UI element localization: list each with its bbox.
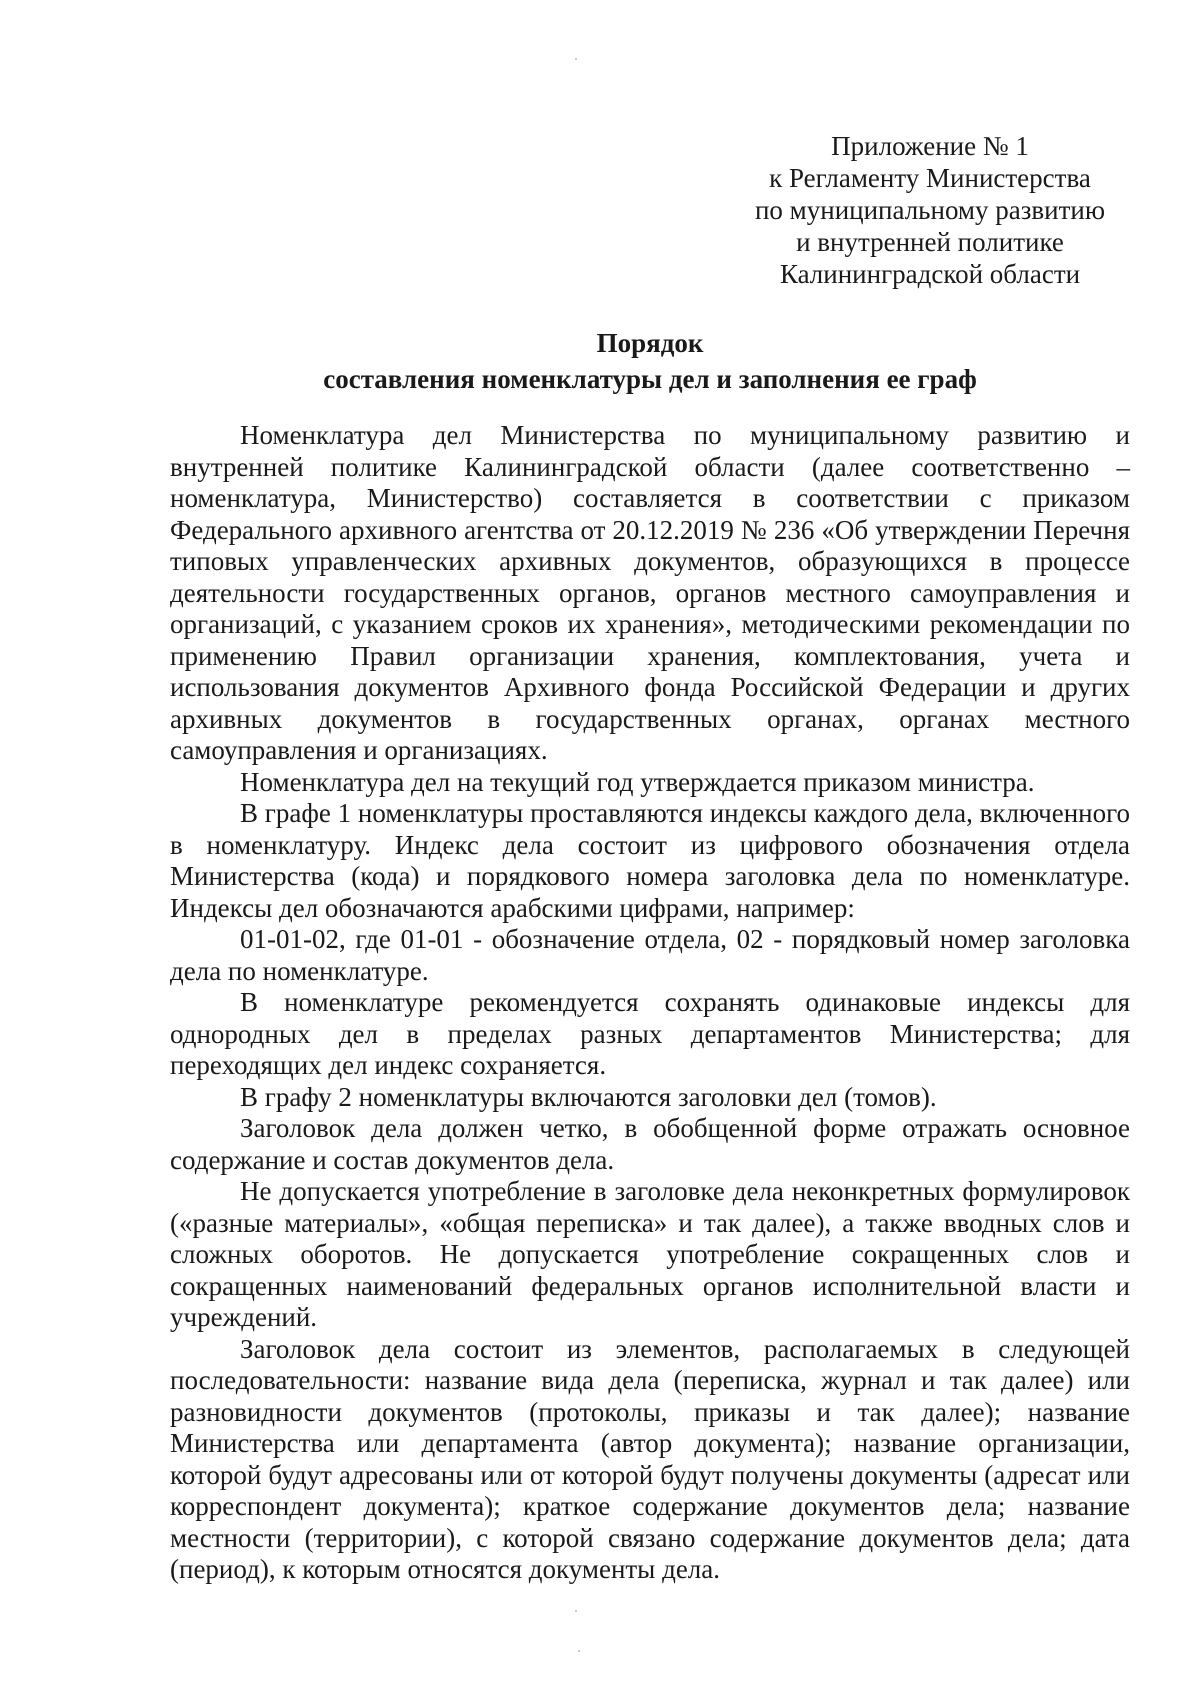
- document-title: [170, 325, 1130, 397]
- appendix-header: [740, 130, 1120, 290]
- paragraph: Заголовок дела должен четко, в обобщенной форме отражать основное содержание и состав документов дела.: [170, 1113, 1130, 1175]
- paragraph: Номенклатура дел на текущий год утверждается приказом министра.: [240, 766, 1035, 797]
- title-line-1: Порядок: [596, 328, 704, 358]
- document-body: [170, 420, 1130, 1586]
- paragraph: Заголовок дела состоит из элементов, располагаемых в следующей последовательности: название вида дела (переписка, журнал и так далее) или разновидности документов (протоколы, приказы и так далее); название Министерства или департамента (автор документа); название организации, которой будут адресованы или от которой будут получены документы (адресат или корреспондент документа); краткое содержание документов дела; название местности (территории), с которой связано содержание документов дела; дата (период), к которым относятся документы дела.: [170, 1333, 1130, 1584]
- scan-speck: [578, 1650, 580, 1652]
- paragraph: Номенклатура дел Министерства по муниципальному развитию и внутренней политике Калининградской области (далее соответственно – номенклатура, Министерство) составляется в соответствии с приказом Федерального архивного агентства от 20.12.2019 № 236 «Об утверждении Перечня типовых управленческих архивных документов, образующихся в процессе деятельности государственных органов, органов местного самоуправления и организаций, с указанием сроков их хранения», методическими рекомендации по применению Правил организации хранения, комплектования, учета и использования документов Архивного фонда Российской Федерации и других архивных документов в государственных органах, органах местного самоуправления и организациях.: [170, 420, 1130, 765]
- scan-speck: [575, 1610, 577, 1612]
- paragraph: В графу 2 номенклатуры включаются заголовки дел (томов).: [240, 1081, 937, 1112]
- scan-speck: [575, 58, 577, 60]
- paragraph: 01-01-02, где 01-01 - обозначение отдела, 02 - порядковый номер заголовка дела по номенклатуре.: [170, 924, 1130, 986]
- paragraph: В графе 1 номенклатуры проставляются индексы каждого дела, включенного в номенклатуру. Индекс дела состоит из цифрового обозначения отдела Министерства (кода) и порядкового номера заголовка дела по номенклатуре. Индексы дел обозначаются арабскими цифрами, например:: [170, 798, 1130, 923]
- title-line-2: составления номенклатуры дел и заполнения ее граф: [323, 364, 977, 394]
- appendix-line: по муниципальному развитию: [754, 195, 1106, 225]
- paragraph: В номенклатуре рекомендуется сохранять одинаковые индексы для однородных дел в пределах разных департаментов Министерства; для переходящих дел индекс сохраняется.: [170, 987, 1130, 1080]
- appendix-line: Приложение № 1: [831, 131, 1029, 161]
- appendix-line: и внутренней политике: [796, 227, 1064, 257]
- paragraph: Не допускается употребление в заголовке дела неконкретных формулировок («разные материалы», «общая переписка» и так далее), а также вводных слов и сложных оборотов. Не допускается употребление сокращенных слов и сокращенных наименований федеральных органов исполнительной власти и учреждений.: [170, 1176, 1130, 1332]
- appendix-line: к Регламенту Министерства: [769, 163, 1091, 193]
- appendix-line: Калининградской области: [779, 259, 1081, 289]
